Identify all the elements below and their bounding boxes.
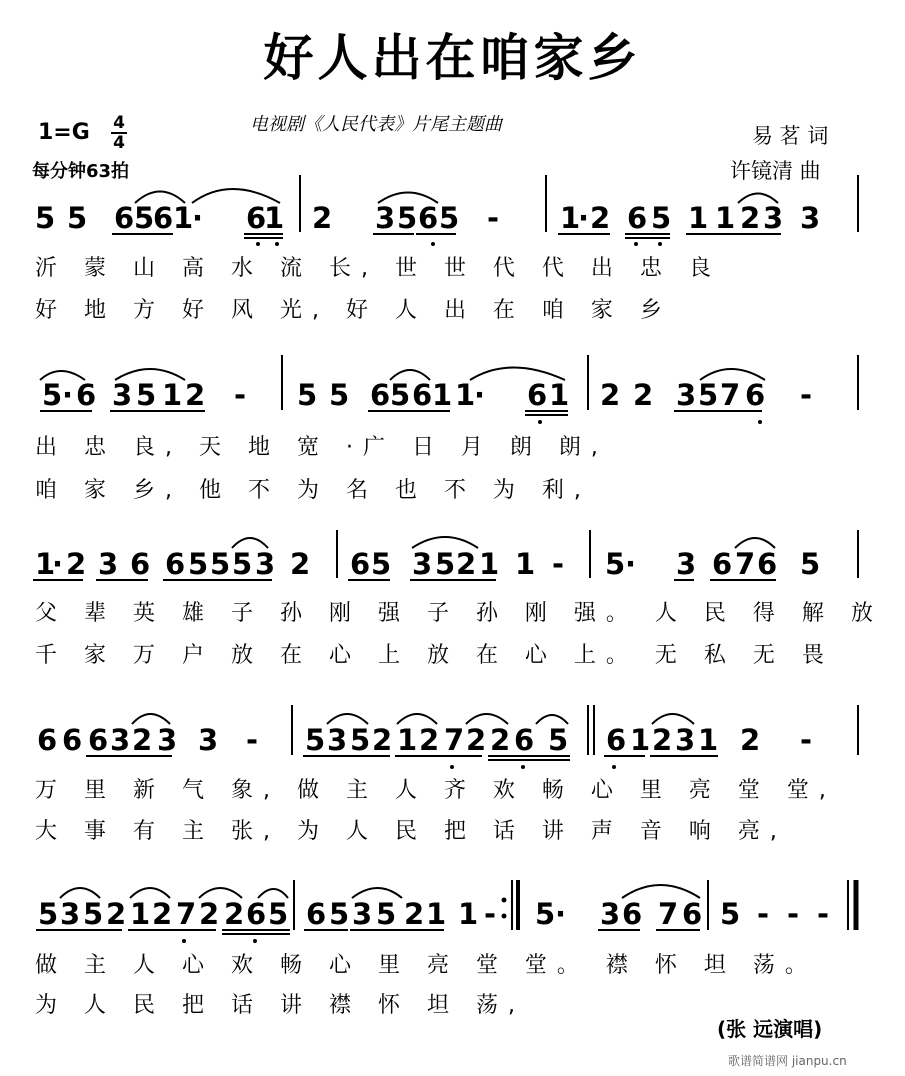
svg-text:5: 5 <box>210 547 231 581</box>
svg-text:7: 7 <box>444 723 465 757</box>
svg-text:2: 2 <box>456 547 477 581</box>
line-5-lyrics-1: 做 主 人 心 欢 畅 心 里 亮 堂 堂。 襟 怀 坦 荡。 <box>35 953 817 978</box>
key-signature: 1=G <box>38 120 90 145</box>
svg-text:6: 6 <box>712 547 733 581</box>
svg-text:1: 1 <box>479 547 500 581</box>
svg-text:3: 3 <box>675 723 696 757</box>
svg-text:3: 3 <box>98 547 119 581</box>
score-line-4 <box>37 705 858 769</box>
watermark: 歌谱简谱网 jianpu.cn <box>728 1054 847 1068</box>
svg-text:-: - <box>484 897 497 931</box>
svg-text:6: 6 <box>88 723 109 757</box>
line-5-lyrics-2: 为 人 民 把 话 讲 襟 怀 坦 荡, <box>35 993 525 1018</box>
svg-text:5: 5 <box>35 201 56 235</box>
svg-text:-: - <box>246 723 259 757</box>
svg-text:5: 5 <box>371 547 392 581</box>
svg-text:-: - <box>552 547 565 581</box>
line-1-measure-3 <box>558 194 820 247</box>
svg-text:3: 3 <box>157 723 178 757</box>
score-line-3 <box>33 530 858 581</box>
svg-text:7: 7 <box>658 897 679 931</box>
svg-text:1: 1 <box>698 723 719 757</box>
time-sig-bottom: 4 <box>113 133 125 153</box>
svg-text:1: 1 <box>549 378 570 412</box>
svg-text:6: 6 <box>246 201 267 235</box>
svg-text:2: 2 <box>490 723 511 757</box>
svg-text:1: 1 <box>397 723 418 757</box>
line-3-lyrics-2: 千 家 万 户 放 在 心 上 放 在 心 上。 无 私 无 畏 <box>35 643 834 668</box>
lyricist-credit: 易 茗 词 <box>752 124 829 148</box>
svg-text:-: - <box>787 897 800 931</box>
svg-text:1: 1 <box>630 723 651 757</box>
svg-text:2: 2 <box>633 378 654 412</box>
line-4-lyrics-2: 大 事 有 主 张, 为 人 民 把 话 讲 声 音 响 亮, <box>35 819 787 844</box>
line-1-measure-1 <box>35 189 284 246</box>
svg-text:6: 6 <box>627 201 648 235</box>
svg-text:2: 2 <box>600 378 621 412</box>
svg-text:6: 6 <box>622 897 643 931</box>
svg-text:5: 5 <box>535 897 556 931</box>
svg-text:-: - <box>757 897 770 931</box>
svg-text:5: 5 <box>67 201 88 235</box>
svg-text:·: · <box>555 897 567 931</box>
svg-text:·: · <box>52 547 64 581</box>
svg-text:2: 2 <box>466 723 487 757</box>
svg-text:5: 5 <box>305 723 326 757</box>
song-subtitle: 电视剧《人民代表》片尾主题曲 <box>250 114 502 135</box>
svg-text:1: 1 <box>35 547 56 581</box>
svg-text:6: 6 <box>745 378 766 412</box>
svg-text:1: 1 <box>432 378 453 412</box>
svg-text:6: 6 <box>527 378 548 412</box>
svg-text:5: 5 <box>350 723 371 757</box>
svg-text:5: 5 <box>800 547 821 581</box>
tempo-marking: 每分钟63拍 <box>32 161 130 182</box>
line-3-lyrics-1: 父 辈 英 雄 子 孙 刚 强 子 孙 刚 强。 人 民 得 解 放 <box>35 601 883 626</box>
svg-text:1: 1 <box>264 201 285 235</box>
svg-text:2: 2 <box>290 547 311 581</box>
svg-text:5: 5 <box>83 897 104 931</box>
svg-text:5: 5 <box>720 897 741 931</box>
svg-text:-: - <box>800 723 813 757</box>
svg-text:6: 6 <box>412 378 433 412</box>
svg-text:2: 2 <box>404 897 425 931</box>
svg-text:5: 5 <box>548 723 569 757</box>
svg-text:1: 1 <box>715 201 736 235</box>
svg-text:6: 6 <box>418 201 439 235</box>
svg-text:6: 6 <box>246 897 267 931</box>
score-line-5 <box>36 880 856 943</box>
svg-text:3: 3 <box>352 897 373 931</box>
line-1-lyrics-1: 沂 蒙 山 高 水 流 长, 世 世 代 代 出 忠 良 <box>35 256 721 281</box>
svg-text:5: 5 <box>188 547 209 581</box>
score-line-1 <box>35 175 858 246</box>
line-1-lyrics-2: 好 地 方 好 风 光, 好 人 出 在 咱 家 乡 <box>35 298 672 323</box>
song-title: 好人出在咱家乡 <box>263 29 642 87</box>
svg-text:1: 1 <box>130 897 151 931</box>
svg-text:7: 7 <box>735 547 756 581</box>
svg-text:2: 2 <box>740 723 761 757</box>
svg-text:2: 2 <box>106 897 127 931</box>
svg-text:3: 3 <box>412 547 433 581</box>
svg-text:6: 6 <box>130 547 151 581</box>
svg-text:6: 6 <box>153 201 174 235</box>
svg-text:3: 3 <box>763 201 784 235</box>
line-2-lyrics-2: 咱 家 乡, 他 不 为 名 也 不 为 利, <box>35 478 591 503</box>
svg-text:6: 6 <box>757 547 778 581</box>
line-4-lyrics-1: 万 里 新 气 象, 做 主 人 齐 欢 畅 心 里 亮 堂 堂, <box>35 778 836 803</box>
svg-text:5: 5 <box>435 547 456 581</box>
svg-text:6: 6 <box>606 723 627 757</box>
line-2-lyrics-1: 出 忠 良, 天 地 宽 ·广 日 月 朗 朗, <box>35 435 608 460</box>
singer-credit: (张 远演唱) <box>717 1017 823 1041</box>
svg-text:6: 6 <box>114 201 135 235</box>
svg-text:-: - <box>817 897 830 931</box>
svg-text:·: · <box>62 378 74 412</box>
svg-text:2: 2 <box>312 201 333 235</box>
svg-text:3: 3 <box>60 897 81 931</box>
score-line-2 <box>40 355 858 424</box>
svg-text:2: 2 <box>199 897 220 931</box>
svg-text:7: 7 <box>720 378 741 412</box>
svg-text:1: 1 <box>173 201 194 235</box>
svg-text:3: 3 <box>600 897 621 931</box>
svg-text:5: 5 <box>390 378 411 412</box>
svg-text:5: 5 <box>134 201 155 235</box>
svg-text:1: 1 <box>515 547 536 581</box>
svg-text:5: 5 <box>376 897 397 931</box>
svg-text:7: 7 <box>176 897 197 931</box>
svg-text:2: 2 <box>185 378 206 412</box>
svg-text:6: 6 <box>306 897 327 931</box>
svg-text:5: 5 <box>232 547 253 581</box>
svg-text:·: · <box>578 201 590 235</box>
svg-text:·: · <box>192 201 204 235</box>
svg-text:3: 3 <box>198 723 219 757</box>
svg-text:6: 6 <box>350 547 371 581</box>
composer-credit: 许镜清 曲 <box>730 159 821 183</box>
svg-text:2: 2 <box>152 897 173 931</box>
svg-text:5: 5 <box>397 201 418 235</box>
svg-text:6: 6 <box>165 547 186 581</box>
svg-text:1: 1 <box>426 897 447 931</box>
svg-text:3: 3 <box>110 723 131 757</box>
svg-text:6: 6 <box>76 378 97 412</box>
svg-text:1: 1 <box>458 897 479 931</box>
svg-text:5: 5 <box>329 897 350 931</box>
svg-text:-: - <box>234 378 247 412</box>
svg-text:3: 3 <box>255 547 276 581</box>
svg-text:5: 5 <box>38 897 59 931</box>
svg-text:3: 3 <box>676 378 697 412</box>
svg-text:6: 6 <box>514 723 535 757</box>
svg-text:3: 3 <box>800 201 821 235</box>
svg-text:-: - <box>800 378 813 412</box>
svg-text:5: 5 <box>651 201 672 235</box>
svg-text:2: 2 <box>372 723 393 757</box>
svg-text:3: 3 <box>327 723 348 757</box>
svg-text:3: 3 <box>676 547 697 581</box>
svg-text:3: 3 <box>112 378 133 412</box>
svg-text:1: 1 <box>688 201 709 235</box>
svg-text:5: 5 <box>605 547 626 581</box>
svg-text:2: 2 <box>652 723 673 757</box>
svg-text:-: - <box>487 201 500 235</box>
svg-text:5: 5 <box>329 378 350 412</box>
svg-text:3: 3 <box>375 201 396 235</box>
svg-text:·: · <box>474 378 486 412</box>
svg-text:2: 2 <box>740 201 761 235</box>
svg-text:2: 2 <box>590 201 611 235</box>
time-sig-top: 4 <box>113 113 125 133</box>
svg-text:5: 5 <box>136 378 157 412</box>
svg-text:2: 2 <box>224 897 245 931</box>
svg-text:2: 2 <box>66 547 87 581</box>
svg-text:5: 5 <box>297 378 318 412</box>
svg-text:5: 5 <box>439 201 460 235</box>
svg-text:5: 5 <box>698 378 719 412</box>
svg-text:2: 2 <box>419 723 440 757</box>
svg-text:1: 1 <box>455 378 476 412</box>
line-1-measure-2 <box>312 193 499 247</box>
svg-text:·: · <box>625 547 637 581</box>
svg-text:6: 6 <box>370 378 391 412</box>
svg-text:6: 6 <box>37 723 58 757</box>
svg-text:1: 1 <box>560 201 581 235</box>
svg-text:5: 5 <box>268 897 289 931</box>
svg-text:6: 6 <box>62 723 83 757</box>
svg-text:2: 2 <box>132 723 153 757</box>
svg-text:1: 1 <box>162 378 183 412</box>
svg-text:5: 5 <box>42 378 63 412</box>
svg-text:6: 6 <box>682 897 703 931</box>
